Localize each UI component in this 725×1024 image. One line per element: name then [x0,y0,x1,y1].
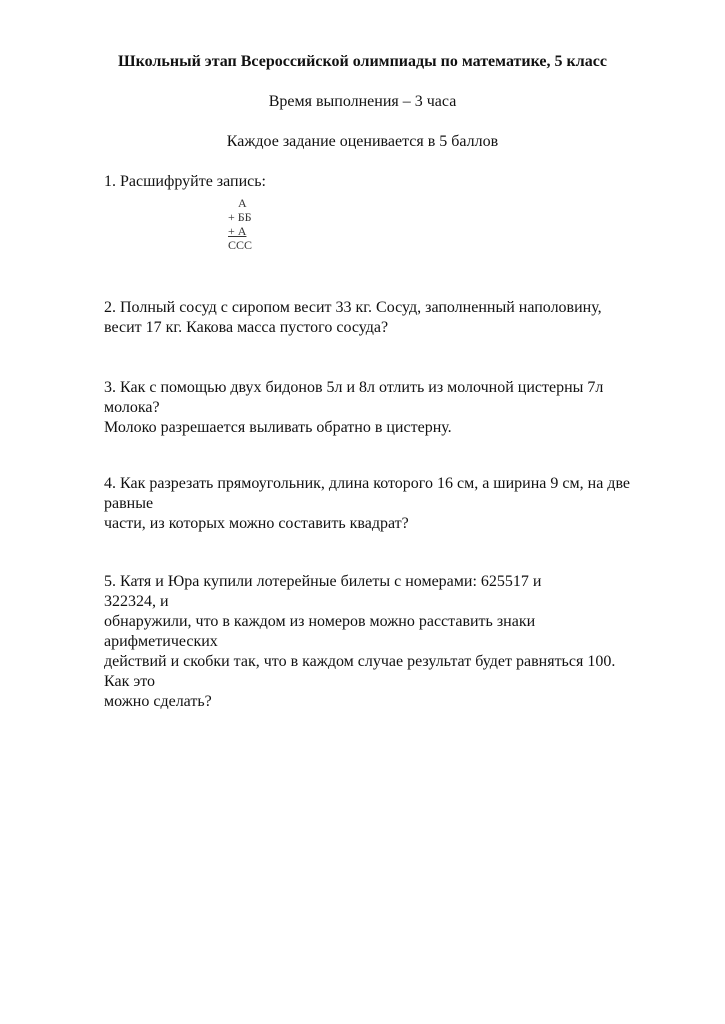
problem-1 [104,172,679,192]
problem-5-line: можно сделать? [104,693,212,710]
problem-1-line: 1. Расшифруйте запись: [104,173,266,190]
cryptarithm-puzzle [228,196,268,252]
puzzle-row-2: + ББ [228,210,252,224]
problem-5-line: 5. Катя и Юра купили лотерейные билеты с номерами: 625517 и [104,573,542,590]
time-limit: Время выполнения – 3 часа [268,93,457,110]
scoring-note: Каждое задание оценивается в 5 баллов [226,133,499,150]
problem-5-line: Как это [104,673,155,690]
problem-3-line: молока? [104,399,160,416]
problem-2-line: 2. Полный сосуд с сиропом весит 33 кг. Сосуд, заполненный наполовину, [104,299,602,316]
problem-5-line: действий и скобки так, что в каждом случае результат будет равняться 100. [104,653,616,670]
problem-5-line: 322324, и [104,593,169,610]
puzzle-row-4: ССС [228,238,253,252]
problem-4-line: части, из которых можно составить квадрат? [104,515,409,532]
problem-4 [104,474,679,534]
problem-3 [104,378,679,438]
problem-2 [104,298,679,338]
problem-5 [104,572,679,712]
problem-2-line: весит 17 кг. Какова масса пустого сосуда? [104,319,389,336]
problem-5-line: обнаружили, что в каждом из номеров можно расставить знаки [104,613,536,630]
page-title: Школьный этап Всероссийской олимпиады по математике, 5 класс [118,53,607,70]
puzzle-row-3: + А [228,224,247,238]
puzzle-row-1: А [238,196,247,210]
problem-4-line: равные [104,495,154,512]
problem-5-line: арифметических [104,633,218,650]
problem-3-line: Молоко разрешается выливать обратно в цистерну. [104,419,452,436]
problem-4-line: 4. Как разрезать прямоугольник, длина которого 16 см, а ширина 9 см, на две [104,475,630,492]
problem-3-line: 3. Как с помощью двух бидонов 5л и 8л отлить из молочной цистерны 7л [104,379,604,396]
